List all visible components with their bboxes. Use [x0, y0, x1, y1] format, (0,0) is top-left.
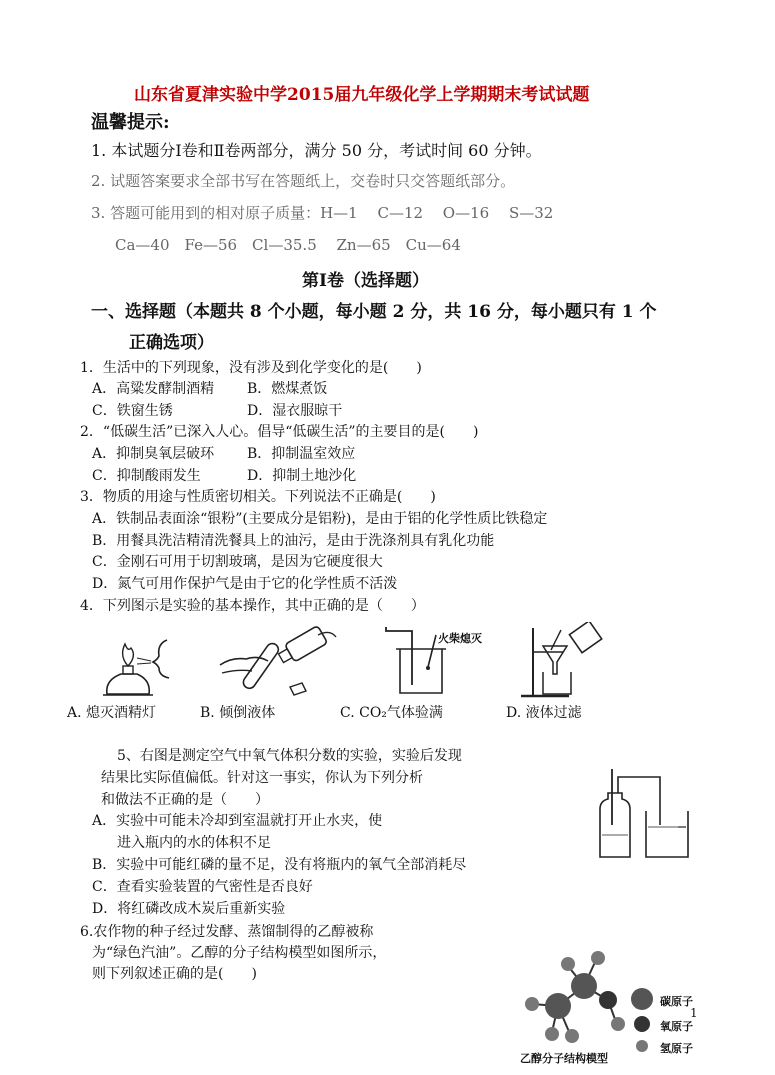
- question-4-stem: 4．下列图示是实验的基本操作，其中正确的是（ ）: [80, 598, 425, 614]
- section-heading: 一、选择题（本题共 8 个小题，每小题 2 分，共 16 分，每小题只有 1 个: [91, 302, 657, 322]
- question-4-option-c: C. CO₂气体验满: [340, 705, 443, 721]
- section-heading-continued: 正确选项）: [129, 333, 214, 353]
- question-5-option-d: D．将红磷改成木炭后重新实验: [92, 901, 286, 917]
- question-1-option-a: A．高粱发酵制酒精: [92, 381, 215, 397]
- question-4-option-d: D. 液体过滤: [506, 705, 582, 721]
- question-1-option-d: D．湿衣服晾干: [247, 403, 343, 419]
- question-5-option-a-continued: 进入瓶内的水的体积不足: [117, 835, 271, 851]
- question-2-option-c: C．抑制酸雨发生: [92, 468, 201, 484]
- question-3-option-c: C．金刚石可用于切割玻璃，是因为它硬度很大: [92, 554, 383, 570]
- question-4-option-a: A. 熄灭酒精灯: [67, 705, 157, 721]
- question-1-stem: 1．生活中的下列现象，没有涉及到化学变化的是( ): [80, 360, 422, 376]
- question-2-stem: 2．“低碳生活”已深入人心。倡导“低碳生活”的主要目的是( ): [80, 424, 479, 440]
- question-3-option-d: D．氮气可用作保护气是由于它的化学性质不活泼: [92, 576, 398, 592]
- question-4-option-b: B. 倾倒液体: [200, 705, 276, 721]
- carbon-atom-legend-icon: [631, 988, 653, 1010]
- tip-line-3-continued: Ca—40 Fe—56 Cl—35.5 Zn—65 Cu—64: [115, 236, 461, 254]
- question-2-option-d: D．抑制土地沙化: [247, 468, 357, 484]
- question-5-stem-line-1: 5、右图是测定空气中氧气体积分数的实验，实验后发现: [117, 748, 462, 764]
- question-3-stem: 3．物质的用途与性质密切相关。下列说法不正确是( ): [80, 489, 436, 505]
- question-5-stem-line-2: 结果比实际值偏低。针对这一事实，你认为下列分析: [101, 770, 423, 786]
- question-6-stem-line-3: 则下列叙述正确的是( ): [92, 966, 257, 982]
- legend-oxygen-label: 氧原子: [660, 1020, 693, 1033]
- question-6-stem-line-1: 6.农作物的种子经过发酵、蒸馏制得的乙醇被称: [80, 924, 374, 940]
- tip-line-1: 1. 本试题分Ⅰ卷和Ⅱ卷两部分，满分 50 分，考试时间 60 分钟。: [91, 141, 542, 160]
- question-1-option-b: B．燃煤煮饭: [247, 381, 328, 397]
- oxygen-atom-legend-icon: [634, 1016, 650, 1032]
- question-3-option-a: A．铁制品表面涂“银粉”(主要成分是铝粉)，是由于铝的化学性质比铁稳定: [92, 511, 548, 527]
- figure-extinguish-alcohol-lamp: [95, 622, 215, 702]
- page-number: 1: [690, 1006, 698, 1020]
- question-5-option-c: C．查看实验装置的气密性是否良好: [92, 879, 313, 895]
- question-6-stem-line-2: 为“绿色汽油”。乙醇的分子结构模型如图所示，: [92, 945, 387, 961]
- question-2-option-a: A．抑制臭氧层破环: [92, 446, 215, 462]
- figure-pour-liquid: [218, 625, 348, 700]
- figure-oxygen-volume-apparatus: [590, 765, 700, 865]
- hydrogen-atom-legend-icon: [636, 1040, 648, 1052]
- tips-heading: 温馨提示:: [91, 112, 170, 133]
- tip-line-3: 3. 答题可能用到的相对原子质量：H—1 C—12 O—16 S—32: [91, 204, 554, 222]
- figure-ethanol-molecule-model: [512, 950, 632, 1050]
- question-5-option-a: A．实验中可能未冷却到室温就打开止水夹，使: [92, 813, 383, 829]
- ethanol-model-caption: 乙醇分子结构模型: [520, 1052, 608, 1065]
- tip-line-2: 2. 试题答案要求全部书写在答题纸上，交卷时只交答题纸部分。: [91, 172, 516, 190]
- question-5-stem-line-3: 和做法不正确的是（ ）: [101, 792, 269, 808]
- legend-carbon-label: 碳原子: [660, 995, 693, 1008]
- question-5-option-b: B．实验中可能红磷的量不足，没有将瓶内的氧气全部消耗尽: [92, 857, 467, 873]
- question-1-option-c: C．铁窗生锈: [92, 403, 173, 419]
- document-title: 山东省夏津实验中学2015届九年级化学上学期期末考试试题: [134, 85, 590, 105]
- question-2-option-b: B．抑制温室效应: [247, 446, 356, 462]
- part-one-heading: 第Ⅰ卷（选择题）: [302, 271, 429, 291]
- question-3-option-b: B．用餐具洗洁精清洗餐具上的油污，是由于洗涤剂具有乳化功能: [92, 533, 495, 549]
- legend-hydrogen-label: 氢原子: [660, 1042, 693, 1055]
- figure-label-match-out: 火柴熄灭: [438, 632, 482, 645]
- figure-filtration: [515, 622, 610, 700]
